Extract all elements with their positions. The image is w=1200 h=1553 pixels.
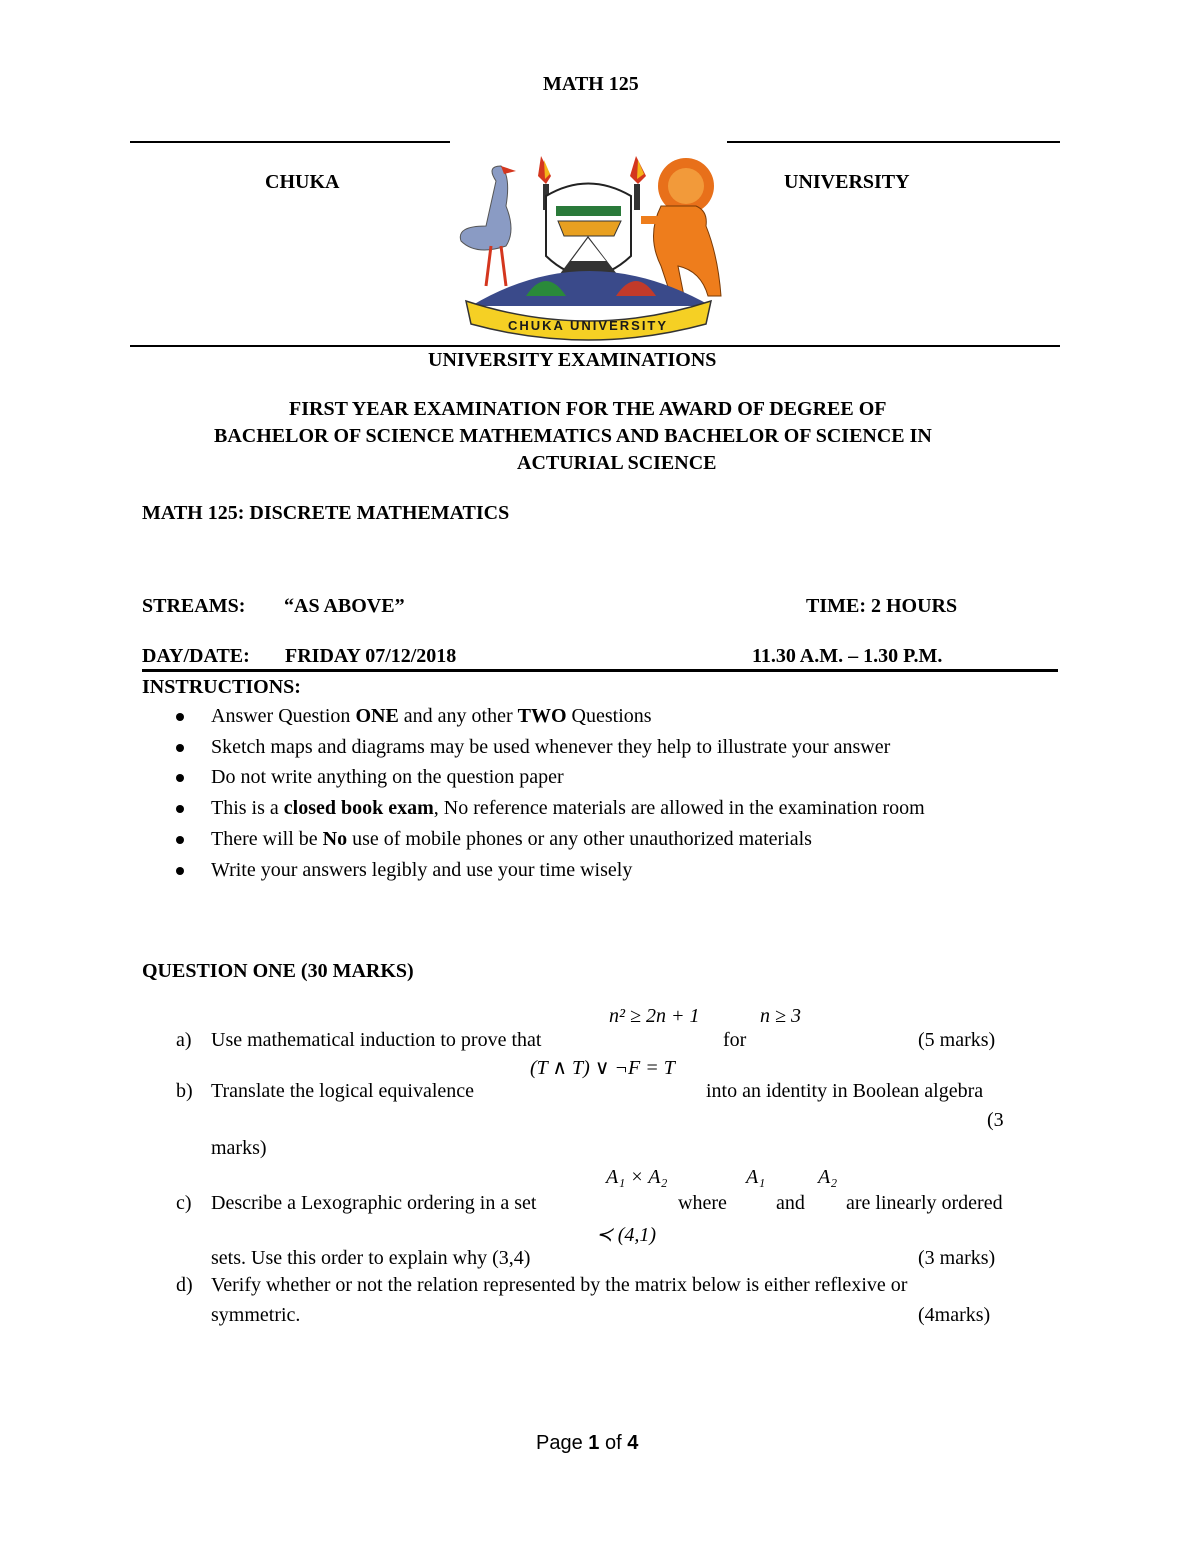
qc-and: and	[776, 1192, 805, 1214]
qd-text: Verify whether or not the relation represented by the matrix below is either reflexive or	[211, 1274, 908, 1296]
course-title: MATH 125: DISCRETE MATHEMATICS	[142, 502, 510, 524]
qc-math-set: A₁ × A₂	[606, 1166, 668, 1188]
header-right-word: UNIVERSITY	[784, 171, 910, 193]
header-rule-left	[130, 141, 450, 143]
award-line-3: ACTURIAL SCIENCE	[517, 452, 717, 474]
question-one-heading: QUESTION ONE (30 MARKS)	[142, 960, 414, 982]
instruction-4: This is a closed book exam, No reference materials are allowed in the examination room	[211, 797, 925, 819]
university-crest-logo	[446, 146, 731, 346]
qb-marks-close: marks)	[211, 1137, 267, 1159]
qc-math-precedes: ≺ (4,1)	[596, 1224, 657, 1246]
exam-time-range: 11.30 A.M. – 1.30 P.M.	[752, 645, 943, 667]
bullet-icon	[176, 713, 184, 721]
crest-banner-text: CHUKA UNIVERSITY	[507, 318, 669, 333]
qb-label: b)	[176, 1080, 193, 1102]
header-rule-bottom	[130, 345, 1060, 347]
meta-rule	[142, 669, 1058, 672]
qd-marks: (4marks)	[918, 1304, 991, 1326]
award-line-1: FIRST YEAR EXAMINATION FOR THE AWARD OF DEGREE OF	[289, 398, 887, 420]
bullet-icon	[176, 744, 184, 752]
page-indicator: Page 1 of 4	[536, 1432, 639, 1454]
qb-math-equivalence: (T ∧ T) ∨ ¬F = T	[530, 1057, 675, 1079]
instruction-1: Answer Question ONE and any other TWO Questions	[211, 705, 652, 727]
header-rule-right	[727, 141, 1060, 143]
qc-where: where	[678, 1192, 727, 1214]
bullet-icon	[176, 805, 184, 813]
qd-line-2: symmetric.	[211, 1304, 301, 1326]
streams-label: STREAMS:	[142, 595, 246, 617]
qc-math-a1: A₁	[746, 1166, 766, 1188]
bullet-icon	[176, 867, 184, 875]
date-label: DAY/DATE:	[142, 645, 250, 667]
instruction-2: Sketch maps and diagrams may be used whenever they help to illustrate your answer	[211, 736, 891, 758]
qc-text: Describe a Lexographic ordering in a set	[211, 1192, 537, 1214]
instruction-3: Do not write anything on the question paper	[211, 766, 564, 788]
qa-label: a)	[176, 1029, 192, 1051]
qa-math-inequality: n² ≥ 2n + 1	[609, 1005, 700, 1027]
qa-text: Use mathematical induction to prove that	[211, 1029, 542, 1051]
qc-text-2: are linearly ordered	[846, 1192, 1003, 1214]
qd-label: d)	[176, 1274, 193, 1296]
qa-math-condition: n ≥ 3	[760, 1005, 801, 1027]
exam-duration: TIME: 2 HOURS	[806, 595, 958, 617]
award-line-2: BACHELOR OF SCIENCE MATHEMATICS AND BACHELOR OF SCIENCE IN	[214, 425, 932, 447]
qc-marks: (3 marks)	[918, 1247, 996, 1269]
exam-title: UNIVERSITY EXAMINATIONS	[428, 349, 717, 371]
qb-marks-open: (3	[987, 1109, 1004, 1131]
qa-for: for	[723, 1029, 747, 1051]
qc-math-a2: A₂	[818, 1166, 838, 1188]
qc-line-2: sets. Use this order to explain why (3,4)	[211, 1247, 531, 1269]
instruction-6: Write your answers legibly and use your time wisely	[211, 859, 633, 881]
header-left-word: CHUKA	[265, 171, 340, 193]
qa-marks: (5 marks)	[918, 1029, 996, 1051]
qb-text: Translate the logical equivalence	[211, 1080, 475, 1102]
instruction-5: There will be No use of mobile phones or any other unauthorized materials	[211, 828, 812, 850]
qb-text-2: into an identity in Boolean algebra	[706, 1080, 984, 1102]
date-value: FRIDAY 07/12/2018	[285, 645, 457, 667]
bullet-icon	[176, 774, 184, 782]
instructions-heading: INSTRUCTIONS:	[142, 676, 301, 698]
header-code: MATH 125	[543, 73, 639, 95]
qc-label: c)	[176, 1192, 192, 1214]
bullet-icon	[176, 836, 184, 844]
streams-value: “AS ABOVE”	[284, 595, 405, 617]
